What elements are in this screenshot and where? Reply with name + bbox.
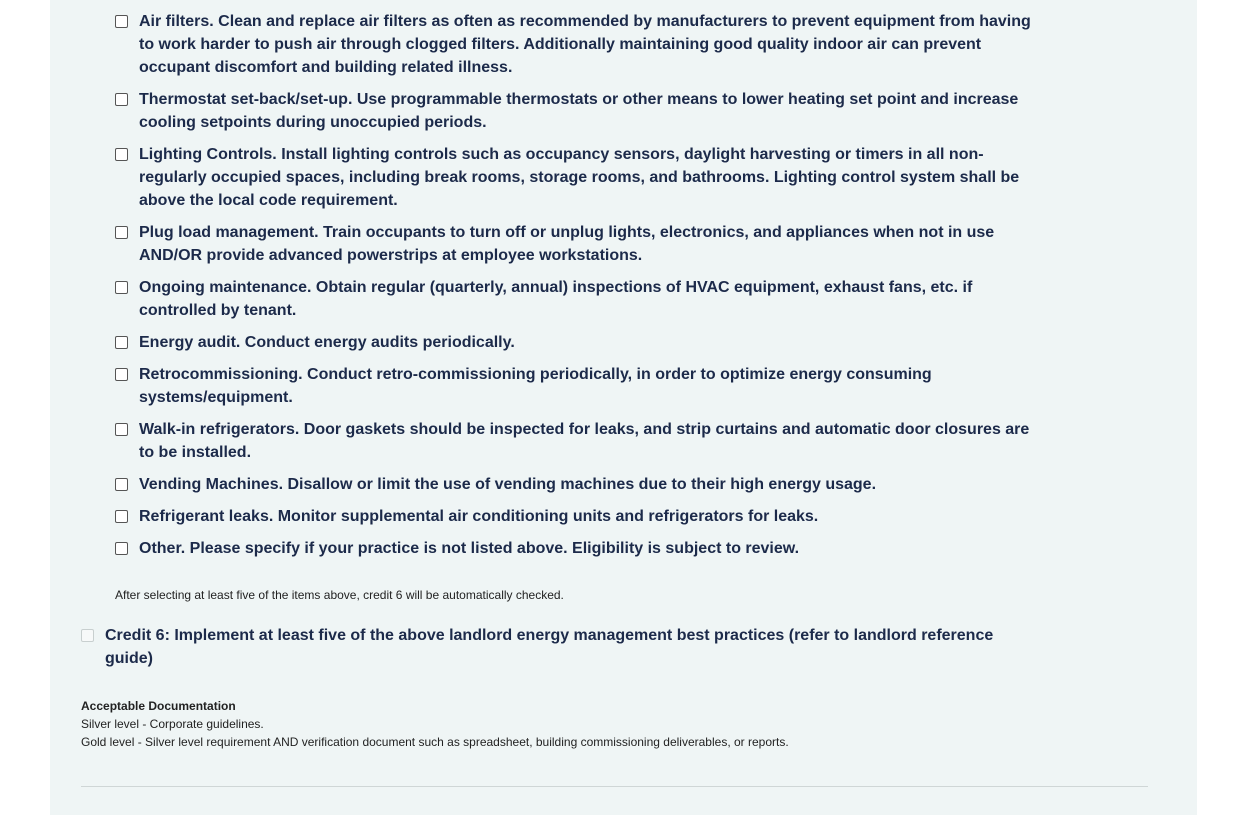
auto-check-hint: After selecting at least five of the items above, credit 6 will be automatically checked. bbox=[115, 588, 564, 602]
practice-item-other bbox=[115, 537, 1035, 560]
practice-label: Refrigerant leaks. Monitor supplemental air conditioning units and refrigerators for leaks. bbox=[139, 508, 819, 525]
practice-item-thermostat bbox=[115, 88, 1035, 134]
practice-checkbox-other[interactable] bbox=[115, 542, 128, 555]
practice-label: Air filters. Clean and replace air filters as often as recommended by manufacturers to prevent equipment from having to work harder to push air through clogged filters. Additionally maintaining good quality indoor air can prevent occupant discomfort and building related illness. bbox=[139, 13, 1031, 76]
credit-6-checkbox[interactable] bbox=[81, 629, 94, 642]
practice-item-ongoing-maintenance bbox=[115, 276, 1035, 322]
practice-checkbox-energy-audit[interactable] bbox=[115, 336, 128, 349]
practice-label: Ongoing maintenance. Obtain regular (quarterly, annual) inspections of HVAC equipment, exhaust fans, etc. if controlled by tenant. bbox=[139, 279, 973, 319]
practice-checkbox-walk-in-refrigerators[interactable] bbox=[115, 423, 128, 436]
practice-item-plug-load bbox=[115, 221, 1035, 267]
practice-checkbox-vending-machines[interactable] bbox=[115, 478, 128, 491]
documentation-title: Acceptable Documentation bbox=[81, 699, 236, 713]
practice-item-walk-in-refrigerators bbox=[115, 418, 1035, 464]
practice-item-retrocommissioning bbox=[115, 363, 1035, 409]
documentation-silver: Silver level - Corporate guidelines. bbox=[81, 717, 264, 731]
practice-checkbox-lighting-controls[interactable] bbox=[115, 148, 128, 161]
practice-checkbox-plug-load[interactable] bbox=[115, 226, 128, 239]
practice-label: Other. Please specify if your practice is not listed above. Eligibility is subject to review. bbox=[139, 540, 800, 557]
practice-checkbox-refrigerant-leaks[interactable] bbox=[115, 510, 128, 523]
practice-item-air-filters bbox=[115, 10, 1035, 79]
practice-checkbox-ongoing-maintenance[interactable] bbox=[115, 281, 128, 294]
practice-label: Energy audit. Conduct energy audits periodically. bbox=[139, 334, 515, 351]
credit-6-item bbox=[81, 624, 1035, 670]
practice-label: Lighting Controls. Install lighting controls such as occupancy sensors, daylight harvesting or timers in all non-regularly occupied spaces, including break rooms, storage rooms, and bathrooms. Lighting control system shall be above the local code requirement. bbox=[139, 146, 1020, 209]
practice-checkbox-air-filters[interactable] bbox=[115, 15, 128, 28]
practice-checkbox-retrocommissioning[interactable] bbox=[115, 368, 128, 381]
best-practices-checklist bbox=[115, 10, 1035, 569]
practice-label: Retrocommissioning. Conduct retro-commissioning periodically, in order to optimize energy consuming systems/equipment. bbox=[139, 366, 932, 406]
acceptable-documentation bbox=[81, 697, 789, 751]
practice-item-refrigerant-leaks bbox=[115, 505, 1035, 528]
form-panel bbox=[50, 0, 1197, 815]
section-divider bbox=[81, 786, 1148, 787]
practice-label: Vending Machines. Disallow or limit the use of vending machines due to their high energy usage. bbox=[139, 476, 877, 493]
practice-label: Walk-in refrigerators. Door gaskets should be inspected for leaks, and strip curtains and automatic door closures are to be installed. bbox=[139, 421, 1030, 461]
credit-6-label: Credit 6: Implement at least five of the above landlord energy management best practices (refer to landlord reference guide) bbox=[105, 627, 994, 667]
practice-item-lighting-controls bbox=[115, 143, 1035, 212]
practice-item-energy-audit bbox=[115, 331, 1035, 354]
practice-label: Plug load management. Train occupants to turn off or unplug lights, electronics, and appliances when not in use AND/OR provide advanced powerstrips at employee workstations. bbox=[139, 224, 995, 264]
documentation-gold: Gold level - Silver level requirement AND verification document such as spreadsheet, building commissioning deliverables, or reports. bbox=[81, 735, 789, 749]
practice-label: Thermostat set-back/set-up. Use programmable thermostats or other means to lower heating set point and increase cooling setpoints during unoccupied periods. bbox=[139, 91, 1019, 131]
practice-item-vending-machines bbox=[115, 473, 1035, 496]
practice-checkbox-thermostat[interactable] bbox=[115, 93, 128, 106]
